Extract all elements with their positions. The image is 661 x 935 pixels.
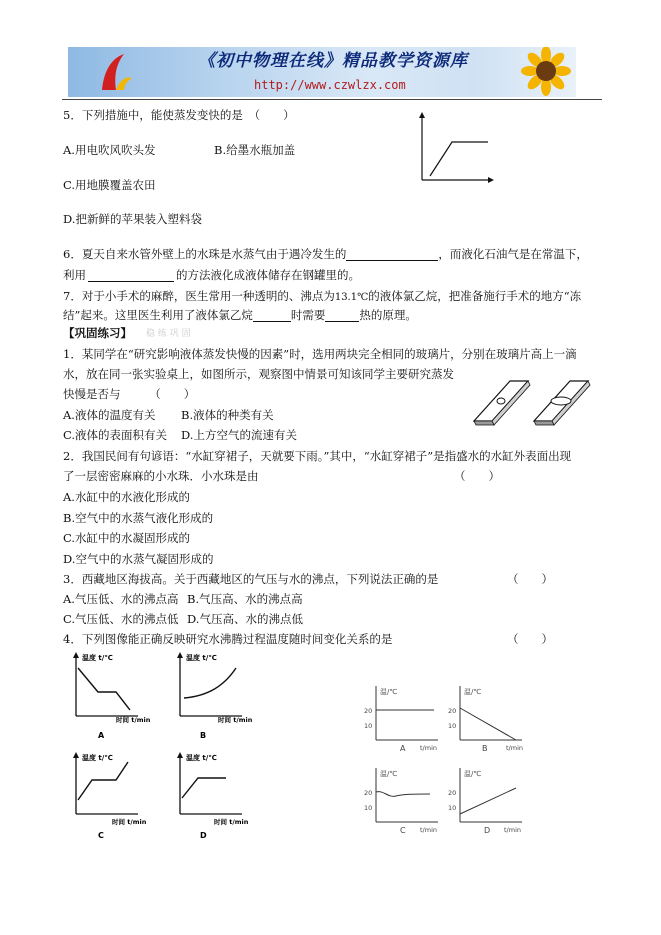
q5-option-a: A.用电吹风吹头发 <box>63 143 156 157</box>
p4-paren: （ ） <box>507 632 553 646</box>
p2-line2: 了一层密密麻麻的小水珠．小水珠是由 <box>63 469 259 483</box>
right-graph-c <box>364 768 438 835</box>
q6-text-3: 利用 <box>63 268 86 282</box>
left-graphs <box>62 646 272 842</box>
left-graph-b-label: B <box>200 731 207 740</box>
right-graph-b-tick-10: 10 <box>448 722 457 730</box>
p3-option-c: C.气压低、水的沸点低 <box>63 612 179 626</box>
q5-option-d: D.把新鲜的苹果装入塑料袋 <box>63 212 202 226</box>
right-graph-d-ylabel: 温/℃ <box>464 770 482 778</box>
right-graph-c-tick-20: 20 <box>364 789 373 797</box>
p3-stem: 3．西藏地区海拔高。关于西藏地区的气压与水的沸点，下列说法正确的是 <box>63 572 439 586</box>
q5-option-b: B.给墨水瓶加盖 <box>214 143 296 157</box>
p2-option-b: B.空气中的水蒸气液化形成的 <box>63 511 214 525</box>
p1-line2: 水，放在同一张实验桌上，如图所示，观察图中情景可知该同学主要研究蒸发 <box>63 367 454 381</box>
right-graph-a-tick-20: 20 <box>364 707 373 715</box>
left-graph-c-label: C <box>98 831 104 840</box>
q7-text-1: 7．对于小手术的麻醉，医生常用一种透明的、沸点为 <box>63 289 335 303</box>
q5-graph <box>416 112 496 188</box>
left-graph-a-label: A <box>98 731 105 740</box>
banner-title: 《初中物理在线》精品教学资源库 <box>198 51 468 71</box>
left-graph-b <box>177 652 253 740</box>
q7-text-3: 结”起来。这里医生利用了液体氯乙烷 <box>63 308 253 322</box>
left-graph-b-ylabel: 温度 t/℃ <box>186 654 217 662</box>
right-graph-b-label: B <box>482 744 488 753</box>
right-graph-b-ylabel: 温/℃ <box>464 688 482 696</box>
q5-stem: 5．下列措施中，能使蒸发变快的是 （ ） <box>63 108 295 122</box>
logo-icon <box>94 50 134 94</box>
right-graph-b-xlabel: t/min <box>506 744 523 752</box>
p1-option-d: D.上方空气的流速有关 <box>181 428 297 442</box>
left-graph-c-xlabel: 时间 t/min <box>112 818 147 826</box>
p3-option-b: B.气压高、水的沸点高 <box>187 592 303 606</box>
right-graph-c-tick-10: 10 <box>364 804 373 812</box>
right-graph-b-tick-20: 20 <box>448 707 457 715</box>
glass-plates-figure <box>470 377 600 427</box>
q5-option-c: C.用地膜覆盖农田 <box>63 178 156 192</box>
p1-option-b: B.液体的种类有关 <box>181 408 274 422</box>
right-graph-a-ylabel: 温/℃ <box>380 688 398 696</box>
header-banner <box>68 47 576 97</box>
q7-blank-2[interactable] <box>325 309 359 322</box>
right-graph-c-label: C <box>400 826 406 835</box>
right-graph-a <box>364 686 438 753</box>
p2-option-a: A.水缸中的水液化形成的 <box>63 490 190 504</box>
right-graph-d-xlabel: t/min <box>504 826 521 834</box>
right-graph-c-ylabel: 温/℃ <box>380 770 398 778</box>
left-graph-c-ylabel: 温度 t/℃ <box>82 754 113 762</box>
left-graph-d-label: D <box>200 831 207 840</box>
p2-option-c: C.水缸中的水凝固形成的 <box>63 531 191 545</box>
q6-line1 <box>63 247 588 261</box>
left-graph-a-ylabel: 温度 t/℃ <box>82 654 113 662</box>
left-graph-c <box>73 752 147 840</box>
q7-text-5: 热的原理。 <box>359 308 417 322</box>
left-graph-d-xlabel: 时间 t/min <box>214 818 249 826</box>
right-graph-d-tick-10: 10 <box>448 804 457 812</box>
header-rule <box>62 99 602 100</box>
left-graph-b-xlabel: 时间 t/min <box>218 716 253 724</box>
right-graph-d-tick-20: 20 <box>448 789 457 797</box>
right-graph-a-tick-10: 10 <box>364 722 373 730</box>
left-graph-d-ylabel: 温度 t/℃ <box>186 754 217 762</box>
p1-line3: 快慢是否与 （ ） <box>63 387 196 401</box>
sunflower-icon <box>508 47 576 97</box>
right-graph-a-label: A <box>400 744 406 753</box>
banner-url[interactable]: http://www.czwlzx.com <box>254 78 406 92</box>
left-graph-a-xlabel: 时间 t/min <box>116 716 151 724</box>
q7-line1 <box>63 289 581 305</box>
q6-line2 <box>63 268 360 282</box>
p2-line1: 2．我国民间有句谚语：“水缸穿裙子，天就要下雨。”其中，“水缸穿裙子”是指盛水的水缸外表面出现 <box>63 449 572 463</box>
q6-text-1: 6．夏天自来水管外壁上的水珠是水蒸气由于遇冷发生的 <box>63 247 347 261</box>
p1-option-a: A.液体的温度有关 <box>63 408 156 422</box>
q7-text-4: 时需要 <box>290 308 326 322</box>
right-graph-b <box>448 686 523 753</box>
p4-stem: 4．下列图像能正确反映研究水沸腾过程温度随时间变化关系的是 <box>63 632 393 646</box>
q7-blank-1[interactable] <box>253 309 291 322</box>
p3-option-d: D.气压高、水的沸点低 <box>187 612 303 626</box>
q7-text-2: 的液体氯乙烷，把准备施行手术的地方“冻 <box>368 289 582 303</box>
right-graph-d <box>448 768 522 835</box>
left-graph-d <box>177 752 249 840</box>
right-graph-a-xlabel: t/min <box>420 744 437 752</box>
section-faint-text: 稳 练 巩 固 <box>146 329 191 339</box>
right-graph-c-xlabel: t/min <box>420 826 437 834</box>
q6-blank-2[interactable] <box>88 269 174 282</box>
p2-paren: （ ） <box>454 469 500 483</box>
p3-option-a: A.气压低、水的沸点高 <box>63 592 179 606</box>
right-graphs <box>358 680 538 840</box>
p1-option-c: C.液体的表面积有关 <box>63 428 168 442</box>
q6-text-2: ，而液化石油气是在常温下， <box>438 247 588 261</box>
q6-blank-1[interactable] <box>346 248 438 261</box>
right-graph-d-label: D <box>484 826 491 835</box>
q7-line2 <box>63 308 417 322</box>
p3-paren: （ ） <box>507 572 553 586</box>
section-label: 【巩固练习】 <box>63 326 132 340</box>
q6-text-4: 的方法液化成液体储存在钢罐里的。 <box>176 268 360 282</box>
p2-option-d: D.空气中的水蒸气凝固形成的 <box>63 552 214 566</box>
left-graph-a <box>73 652 151 740</box>
q7-temp: 13.1℃ <box>334 292 369 303</box>
p1-line1: 1．某同学在“研究影响液体蒸发快慢的因素”时，选用两块完全相同的玻璃片，分别在玻璃片高上一滴 <box>63 347 577 361</box>
